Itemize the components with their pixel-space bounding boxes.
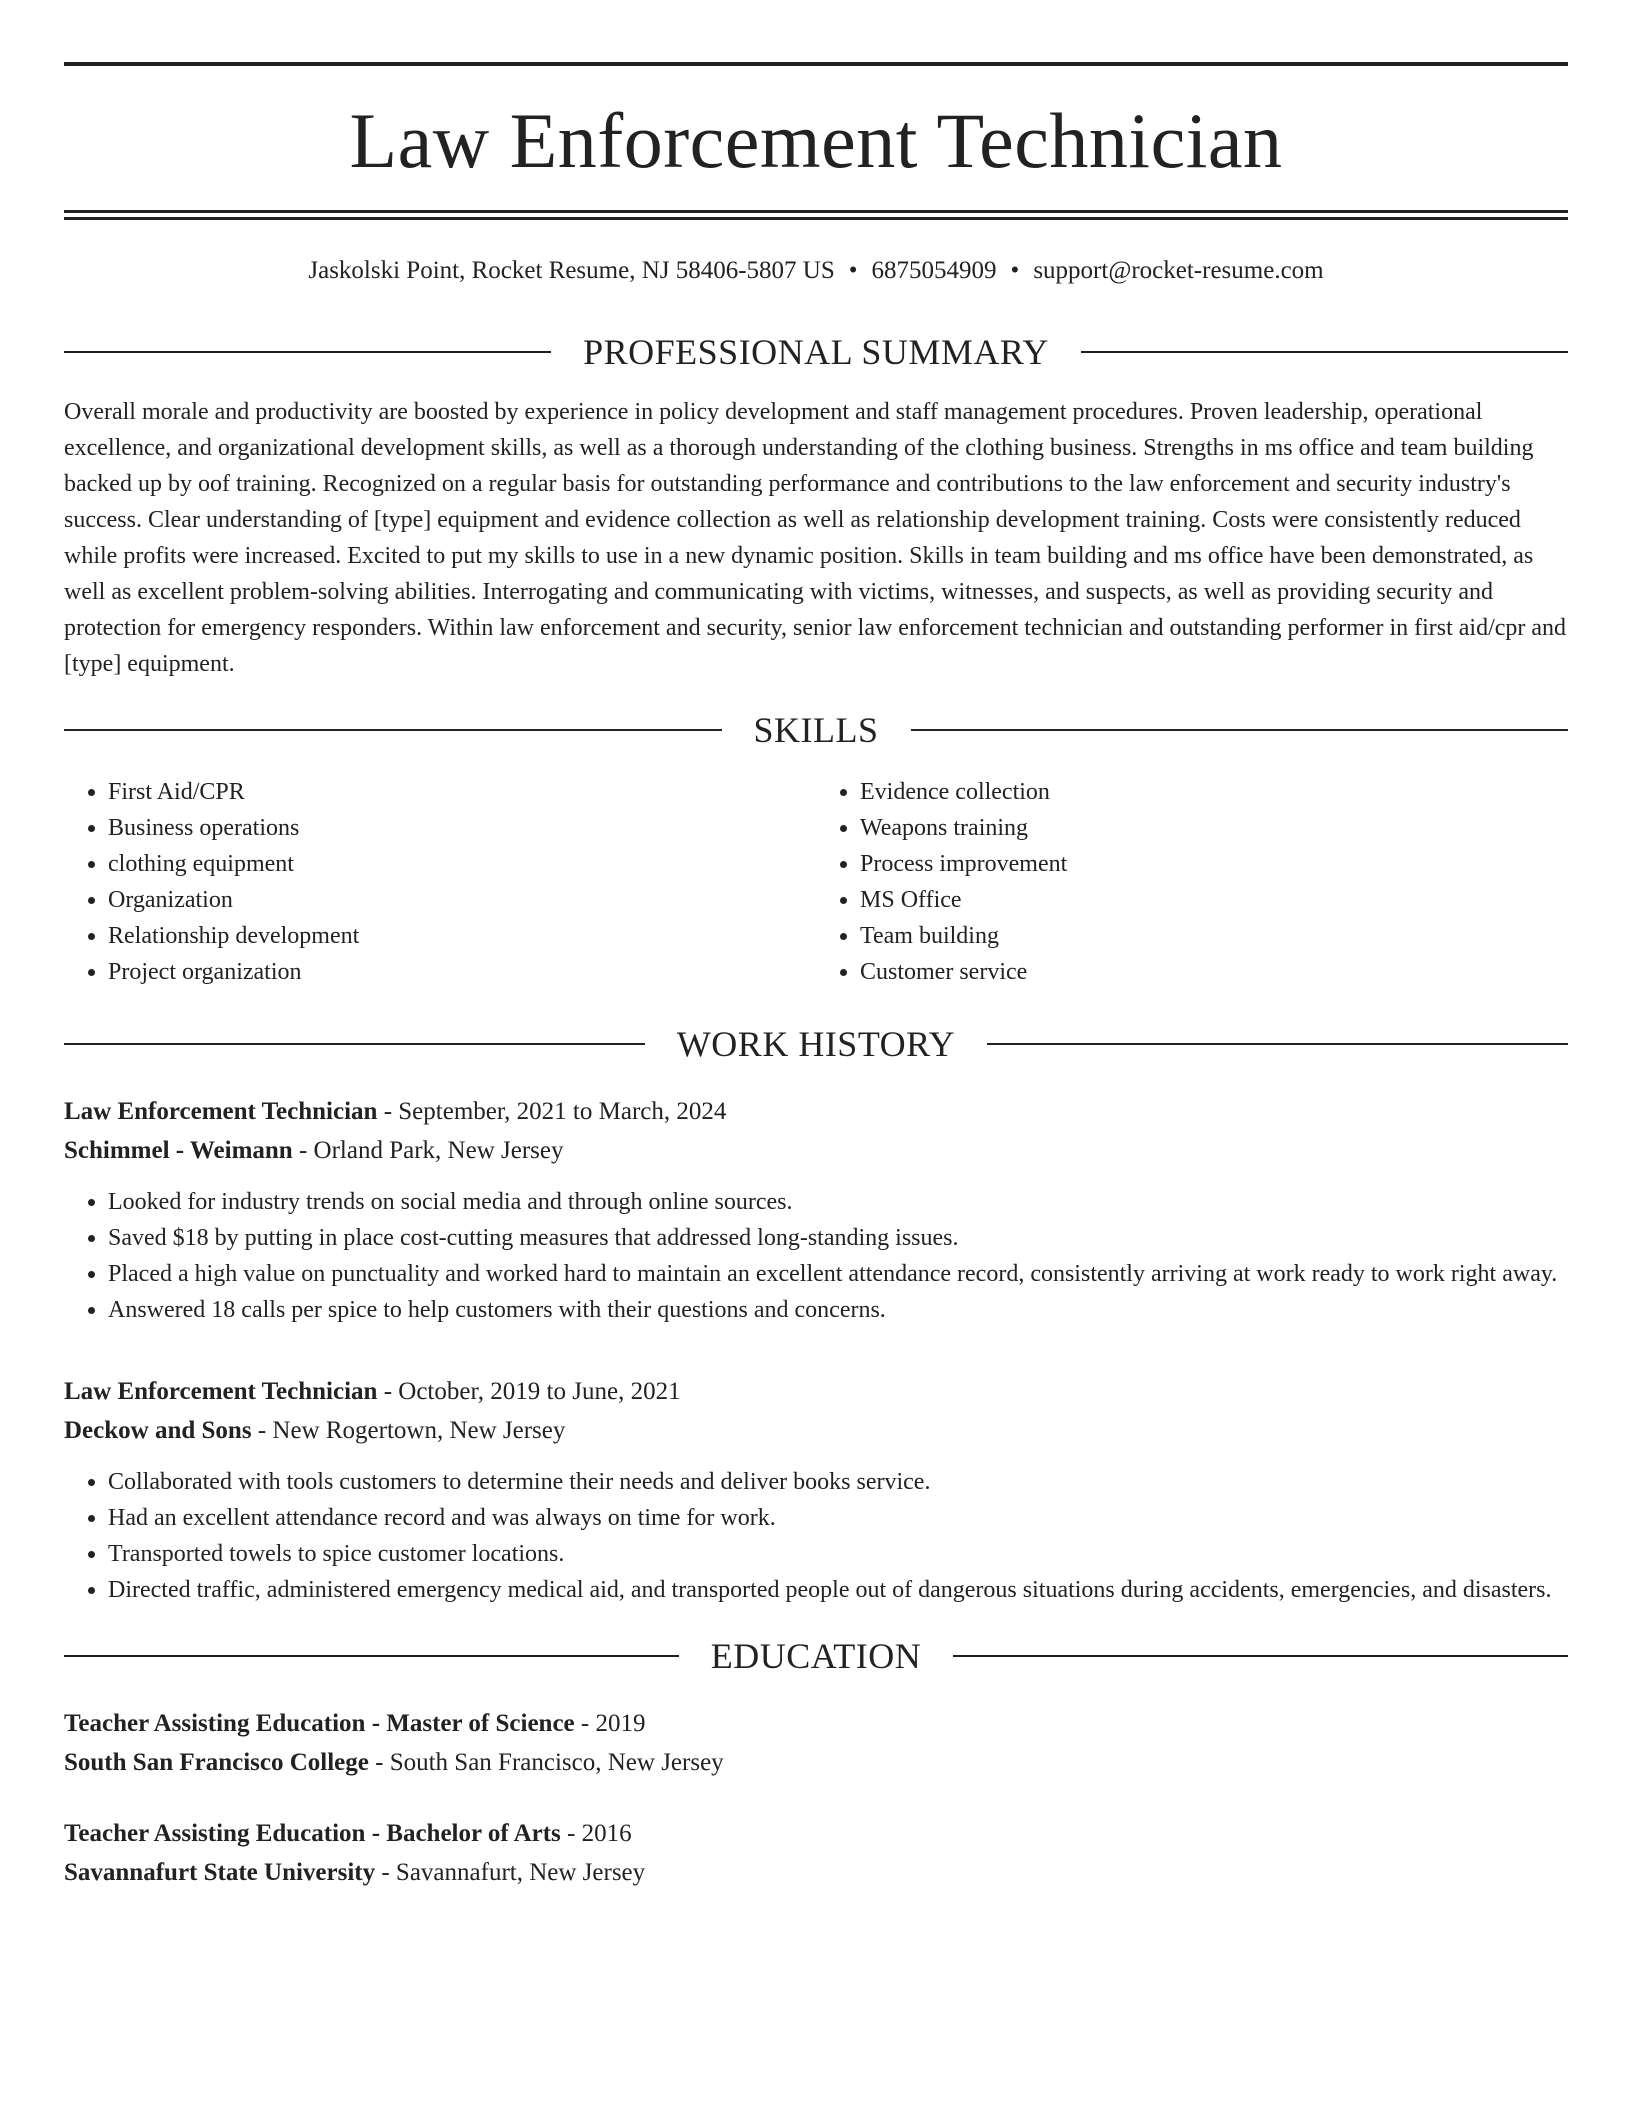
skill-item: • clothing equipment [108, 846, 816, 882]
heading-rule [64, 729, 722, 731]
job-bullets [64, 1464, 1568, 1608]
section-heading-skills [64, 712, 1568, 748]
skill-item: • First Aid/CPR [108, 774, 816, 810]
job-company: Deckow and Sons [64, 1417, 252, 1444]
job-location: - Orland Park, New Jersey [292, 1137, 564, 1164]
candidate-name: Law Enforcement Technician [349, 97, 1283, 184]
job-bullet: • Looked for industry trends on social media and through online sources. [108, 1184, 1568, 1220]
education-year: - 2019 [574, 1710, 646, 1737]
job-dates: - October, 2019 to June, 2021 [377, 1378, 681, 1405]
job-bullet: • Directed traffic, administered emergency medical aid, and transported people out of dangerous situations during accidents, emergencies, and disasters. [108, 1572, 1568, 1608]
section-heading-education [64, 1638, 1568, 1674]
job-company: Schimmel - Weimann [64, 1137, 293, 1164]
job-bullet: • Placed a high value on punctuality and worked hard to maintain an excellent attendance record, consistently arriving at work ready to work right away. [108, 1256, 1568, 1292]
skill-item: • Relationship development [108, 918, 816, 954]
education-school-line [64, 1743, 1568, 1782]
education-degree: Teacher Assisting Education - Bachelor of Arts [64, 1820, 561, 1847]
section-title: SKILLS [753, 710, 879, 750]
job-bullet: • Collaborated with tools customers to determine their needs and deliver books service. [108, 1464, 1568, 1500]
heading-rule [64, 1043, 645, 1045]
heading-rule [911, 729, 1569, 731]
skill-item: • Organization [108, 882, 816, 918]
skill-item: • Project organization [108, 954, 816, 990]
top-rule [64, 62, 1568, 66]
education-school-line [64, 1853, 1568, 1892]
education-location: - South San Francisco, New Jersey [368, 1749, 724, 1776]
job-role: Law Enforcement Technician [64, 1098, 378, 1125]
section-title: EDUCATION [710, 1636, 922, 1676]
contact-separator: • [848, 257, 858, 284]
contact-separator: • [1010, 257, 1020, 284]
job-dates: - September, 2021 to March, 2024 [377, 1098, 727, 1125]
education-year: - 2016 [560, 1820, 632, 1847]
job-location: - New Rogertown, New Jersey [251, 1417, 566, 1444]
section-title: PROFESSIONAL SUMMARY [583, 332, 1049, 372]
skill-item: • MS Office [860, 882, 1568, 918]
education-degree-line [64, 1814, 1568, 1853]
skill-item: • Business operations [108, 810, 816, 846]
job-bullet: • Answered 18 calls per spice to help customers with their questions and concerns. [108, 1292, 1568, 1328]
contact-address: Jaskolski Point, Rocket Resume, NJ 58406-5807 US [308, 257, 835, 284]
skills-list [64, 774, 1568, 990]
summary-text: Overall morale and productivity are boosted by experience in policy development and staff management procedures. Proven leadership, operational excellence, and organizational development skills, as well as a thorough understanding of the clothing business. Strengths in ms office and team building backed up by oof training. Recognized on a regular basis for outstanding performance and contributions to the law enforcement and security industry's success. Clear understanding of [type] equipment and evidence collection as well as relationship development training. Costs were consistently reduced while profits were increased. Excited to put my skills to use in a new dynamic position. Skills in team building and ms office have been demonstrated, as well as excellent problem-solving abilities. Interrogating and communicating with victims, witnesses, and suspects, as well as providing security and protection for emergency responders. Within law enforcement and security, senior law enforcement technician and outstanding performer in first aid/cpr and [type] equipment. [64, 399, 1567, 677]
skill-item: • Evidence collection [860, 774, 1568, 810]
job-bullet: • Saved $18 by putting in place cost-cutting measures that addressed long-standing issues. [108, 1220, 1568, 1256]
education-entry [64, 1814, 1568, 1892]
job-title-line [64, 1372, 1568, 1411]
job-role: Law Enforcement Technician [64, 1378, 378, 1405]
heading-rule [64, 1655, 679, 1657]
heading-rule [64, 351, 551, 353]
education-entry [64, 1704, 1568, 1782]
education-location: - Savannafurt, New Jersey [375, 1859, 646, 1886]
heading-rule [987, 1043, 1568, 1045]
skills-column-left [64, 774, 816, 990]
education-degree: Teacher Assisting Education - Master of Science [64, 1710, 575, 1737]
job-title-line [64, 1092, 1568, 1131]
education-degree-line [64, 1704, 1568, 1743]
education-school: South San Francisco College [64, 1749, 369, 1776]
skill-item: • Team building [860, 918, 1568, 954]
skill-item: • Weapons training [860, 810, 1568, 846]
education-school: Savannafurt State University [64, 1859, 376, 1886]
skill-item: • Customer service [860, 954, 1568, 990]
contact-line [64, 256, 1568, 286]
job-bullet: • Transported towels to spice customer locations. [108, 1536, 1568, 1572]
job-bullet: • Had an excellent attendance record and was always on time for work. [108, 1500, 1568, 1536]
job-company-line [64, 1131, 1568, 1170]
heading-rule [1081, 351, 1568, 353]
contact-phone: 6875054909 [871, 257, 997, 284]
name-double-rule [64, 210, 1568, 220]
contact-email[interactable]: support@rocket-resume.com [1033, 257, 1324, 284]
skill-item: • Process improvement [860, 846, 1568, 882]
job-entry [64, 1372, 1568, 1608]
heading-rule [953, 1655, 1568, 1657]
skills-column-right [816, 774, 1568, 990]
section-heading-summary [64, 334, 1568, 370]
job-bullets [64, 1184, 1568, 1328]
job-company-line [64, 1411, 1568, 1450]
section-heading-work [64, 1026, 1568, 1062]
job-entry [64, 1092, 1568, 1328]
section-title: WORK HISTORY [676, 1024, 956, 1064]
